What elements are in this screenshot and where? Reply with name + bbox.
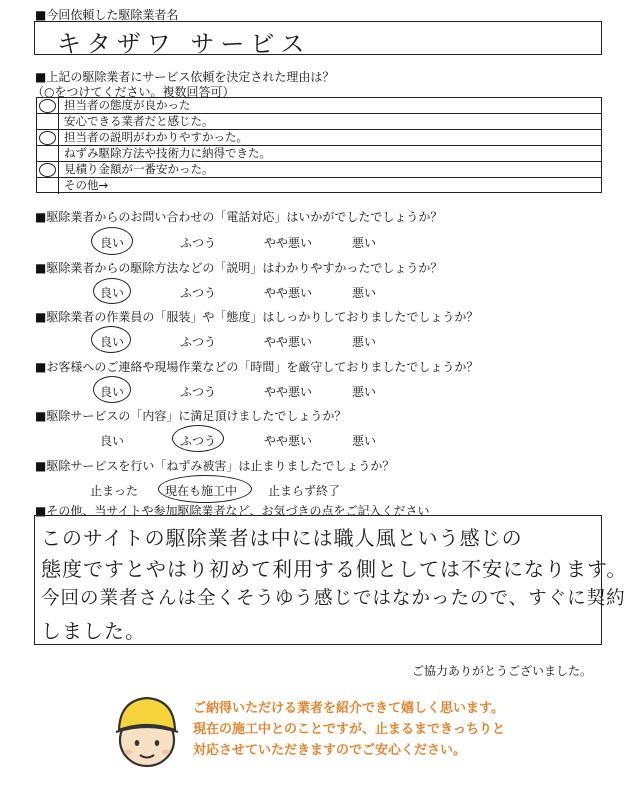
option-normal[interactable]: ふつう bbox=[180, 335, 217, 349]
staff-avatar-icon bbox=[110, 692, 184, 772]
option-bad[interactable]: 悪い bbox=[352, 434, 377, 448]
option-good[interactable]: 良い bbox=[100, 236, 125, 250]
reason-label: 見積り金額が一番安かった。 bbox=[64, 162, 214, 176]
comment-box[interactable] bbox=[34, 515, 628, 645]
selection-circle-icon bbox=[91, 326, 131, 353]
comment-line: 態度ですとやはり初めて利用する側としては不安になります。 bbox=[41, 557, 628, 581]
reason-row[interactable] bbox=[37, 146, 601, 162]
reason-checkbox[interactable] bbox=[37, 98, 59, 113]
comment-line: このサイトの駆除業者は中には職人風という感じの bbox=[41, 526, 523, 550]
question-comments: ■その他、当サイトや参加駆除業者など、お気づきの点をご記入ください bbox=[35, 504, 430, 518]
selection-circle-icon bbox=[172, 425, 224, 452]
reply-line: 現在の施工中とのことですが、止まるまできっちりと bbox=[193, 722, 506, 737]
option-somewhat-bad[interactable]: やや悪い bbox=[264, 236, 313, 250]
circle-mark-icon bbox=[39, 131, 56, 145]
reason-label: 担当者の態度が良かった bbox=[64, 98, 191, 112]
reason-label: ねずみ駆除方法や技術力に納得できた。 bbox=[64, 146, 271, 160]
selection-circle-icon bbox=[91, 227, 133, 255]
option-good[interactable]: 良い bbox=[100, 286, 125, 300]
question-explanation: ■駆除業者からの駆除方法などの「説明」はわかりやすかったでしょうか？ bbox=[35, 261, 443, 275]
reason-checkbox[interactable] bbox=[37, 178, 59, 194]
circle-mark-icon bbox=[39, 99, 56, 113]
comment-line: 今回の業者さんは全くそうゆう感じではなかったので、すぐに契約 bbox=[41, 588, 626, 609]
option-somewhat-bad[interactable]: やや悪い bbox=[264, 335, 313, 349]
selection-circle-icon bbox=[93, 278, 131, 304]
option-good[interactable]: 良い bbox=[100, 385, 125, 399]
option-somewhat-bad[interactable]: やや悪い bbox=[264, 286, 313, 300]
option-ended-unresolved[interactable]: 止まらず終了 bbox=[268, 484, 341, 498]
company-name-box[interactable] bbox=[34, 21, 602, 58]
company-name-value: キタザワ サービス bbox=[57, 30, 311, 58]
reason-row[interactable] bbox=[37, 162, 601, 178]
reason-label: 安心できる業者だと感じた。 bbox=[64, 114, 214, 128]
question-time: ■お客様へのご連絡や現場作業などの「時間」を厳守しておりましたでしょうか？ bbox=[35, 360, 479, 374]
option-normal[interactable]: ふつう bbox=[180, 286, 217, 300]
reason-checkbox[interactable] bbox=[37, 146, 59, 161]
reason-checkbox[interactable] bbox=[37, 130, 59, 145]
reason-row[interactable] bbox=[37, 178, 601, 194]
circle-mark-icon bbox=[39, 163, 56, 177]
reasons-instruction: （○をつけてください。複数回答可） bbox=[32, 85, 235, 99]
question-company-name: ■今回依頼した駆除業者名 bbox=[35, 8, 179, 22]
reason-label: 担当者の説明がわかりやすかった。 bbox=[64, 130, 248, 144]
question-attire: ■駆除業者の作業員の「服装」や「態度」はしっかりしておりましたでしょうか？ bbox=[35, 310, 479, 324]
reason-label: その他→ bbox=[64, 178, 109, 192]
option-bad[interactable]: 悪い bbox=[352, 236, 377, 250]
reason-row[interactable] bbox=[37, 114, 601, 130]
option-normal[interactable]: ふつう bbox=[180, 385, 217, 399]
option-somewhat-bad[interactable]: やや悪い bbox=[264, 434, 313, 448]
thanks-message: ご協力ありがとうございました。 bbox=[412, 664, 593, 678]
question-phone: ■駆除業者からのお問い合わせの「電話対応」はいかがでしたでしょうか？ bbox=[35, 210, 443, 224]
option-normal[interactable]: ふつう bbox=[180, 236, 217, 250]
reason-row[interactable] bbox=[37, 130, 601, 146]
option-good[interactable]: 良い bbox=[100, 335, 125, 349]
selection-circle-icon bbox=[158, 475, 252, 503]
reasons-table bbox=[36, 97, 602, 193]
option-bad[interactable]: 悪い bbox=[352, 385, 377, 399]
question-damage-stopped: ■駆除サービスを行い「ねずみ被害」は止まりましたでしょうか？ bbox=[35, 459, 395, 473]
option-bad[interactable]: 悪い bbox=[352, 335, 377, 349]
option-stopped[interactable]: 止まった bbox=[90, 484, 139, 498]
reason-row[interactable] bbox=[37, 98, 601, 114]
reply-line: 対応させていただきますのでご安心ください。 bbox=[193, 743, 467, 758]
question-content: ■駆除サービスの「内容」に満足頂けましたでしょうか？ bbox=[35, 409, 347, 423]
reply-line: ご納得いただける業者を紹介できて嬉しく思います。 bbox=[193, 701, 504, 716]
option-in-progress[interactable]: 現在も施工中 bbox=[165, 484, 238, 498]
selection-circle-icon bbox=[93, 376, 131, 403]
comment-line: しました。 bbox=[41, 619, 146, 643]
question-reasons: ■上記の駆除業者にサービス依頼を決定された理由は？ bbox=[35, 70, 335, 84]
option-normal[interactable]: ふつう bbox=[180, 434, 217, 448]
option-somewhat-bad[interactable]: やや悪い bbox=[264, 385, 313, 399]
option-bad[interactable]: 悪い bbox=[352, 286, 377, 300]
option-good[interactable]: 良い bbox=[100, 434, 125, 448]
reason-checkbox[interactable] bbox=[37, 162, 59, 177]
reason-checkbox[interactable] bbox=[37, 114, 59, 129]
